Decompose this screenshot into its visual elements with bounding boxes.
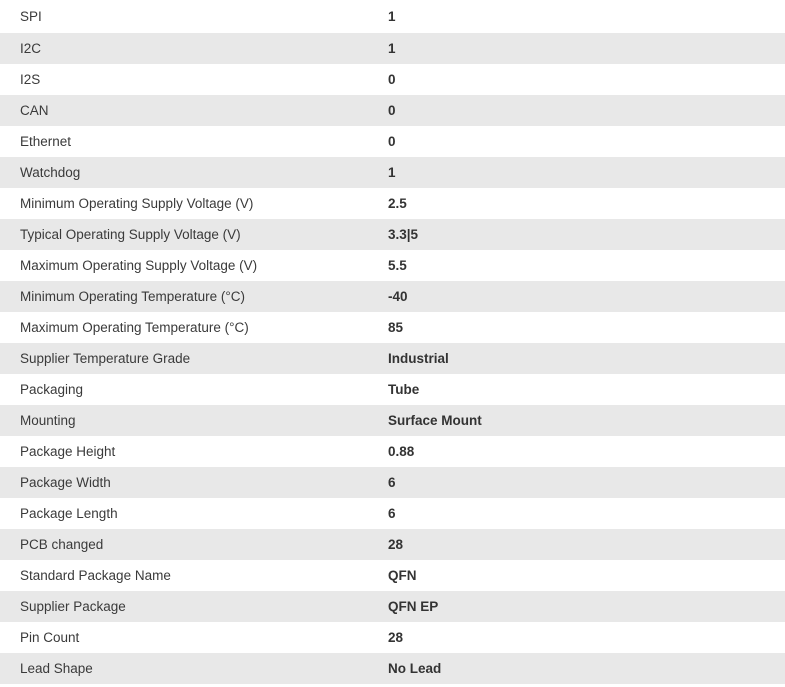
spec-row-ethernet bbox=[0, 126, 785, 157]
spec-value: 0 bbox=[388, 134, 396, 149]
spec-label: I2C bbox=[0, 33, 388, 64]
spec-label: Typical Operating Supply Voltage (V) bbox=[0, 219, 388, 250]
spec-row-watchdog bbox=[0, 157, 785, 188]
spec-value: 28 bbox=[388, 630, 404, 645]
spec-value: 3.3|5 bbox=[388, 219, 785, 250]
spec-label: Standard Package Name bbox=[20, 568, 171, 583]
spec-value: 1 bbox=[388, 9, 396, 24]
spec-label: Packaging bbox=[20, 382, 84, 397]
spec-value: 0 bbox=[388, 72, 396, 87]
spec-value: 5.5 bbox=[388, 258, 407, 273]
spec-row-typ-supply-voltage bbox=[0, 219, 785, 250]
spec-row-package-height bbox=[0, 436, 785, 467]
spec-value: QFN EP bbox=[388, 591, 785, 622]
spec-value: Tube bbox=[388, 382, 420, 397]
spec-label: I2S bbox=[20, 72, 41, 87]
spec-row-mounting bbox=[0, 405, 785, 436]
spec-label: Package Length bbox=[20, 506, 118, 521]
spec-label: Package Height bbox=[20, 444, 116, 459]
spec-value: 6 bbox=[388, 467, 785, 498]
spec-row-i2s bbox=[0, 64, 785, 95]
spec-row-can bbox=[0, 95, 785, 126]
spec-row-spi bbox=[0, 0, 785, 33]
spec-value: QFN bbox=[388, 568, 417, 583]
spec-row-packaging bbox=[0, 374, 785, 405]
spec-value: No Lead bbox=[388, 653, 785, 684]
spec-row-i2c bbox=[0, 33, 785, 64]
spec-value: 1 bbox=[388, 157, 785, 188]
spec-row-supplier-package bbox=[0, 591, 785, 622]
spec-row-max-supply-voltage bbox=[0, 250, 785, 281]
spec-label: CAN bbox=[0, 95, 388, 126]
spec-label: Watchdog bbox=[0, 157, 388, 188]
spec-label: Maximum Operating Supply Voltage (V) bbox=[20, 258, 258, 273]
spec-label: Supplier Package bbox=[0, 591, 388, 622]
spec-label: Ethernet bbox=[20, 134, 72, 149]
spec-row-package-width bbox=[0, 467, 785, 498]
spec-value: 6 bbox=[388, 506, 396, 521]
spec-row-package-length bbox=[0, 498, 785, 529]
spec-row-temperature-grade bbox=[0, 343, 785, 374]
spec-label: PCB changed bbox=[0, 529, 388, 560]
spec-value: 1 bbox=[388, 33, 785, 64]
spec-row-min-supply-voltage bbox=[0, 188, 785, 219]
spec-row-lead-shape bbox=[0, 653, 785, 684]
spec-value: Surface Mount bbox=[388, 405, 785, 436]
spec-value: Industrial bbox=[388, 343, 785, 374]
spec-label: Maximum Operating Temperature (°C) bbox=[20, 320, 249, 335]
spec-label: SPI bbox=[20, 9, 42, 24]
spec-label: Minimum Operating Supply Voltage (V) bbox=[20, 196, 254, 211]
spec-label: Supplier Temperature Grade bbox=[0, 343, 388, 374]
spec-label: Package Width bbox=[0, 467, 388, 498]
spec-row-pcb-changed bbox=[0, 529, 785, 560]
spec-value: 85 bbox=[388, 320, 404, 335]
spec-row-standard-package-name bbox=[0, 560, 785, 591]
spec-label: Minimum Operating Temperature (°C) bbox=[0, 281, 388, 312]
spec-label: Pin Count bbox=[20, 630, 80, 645]
spec-value: 2.5 bbox=[388, 196, 407, 211]
spec-row-min-temperature bbox=[0, 281, 785, 312]
spec-value: -40 bbox=[388, 281, 785, 312]
spec-value: 0.88 bbox=[388, 444, 415, 459]
spec-row-max-temperature bbox=[0, 312, 785, 343]
spec-value: 28 bbox=[388, 529, 785, 560]
spec-row-pin-count bbox=[0, 622, 785, 653]
spec-label: Lead Shape bbox=[0, 653, 388, 684]
spec-label: Mounting bbox=[0, 405, 388, 436]
spec-value: 0 bbox=[388, 95, 785, 126]
